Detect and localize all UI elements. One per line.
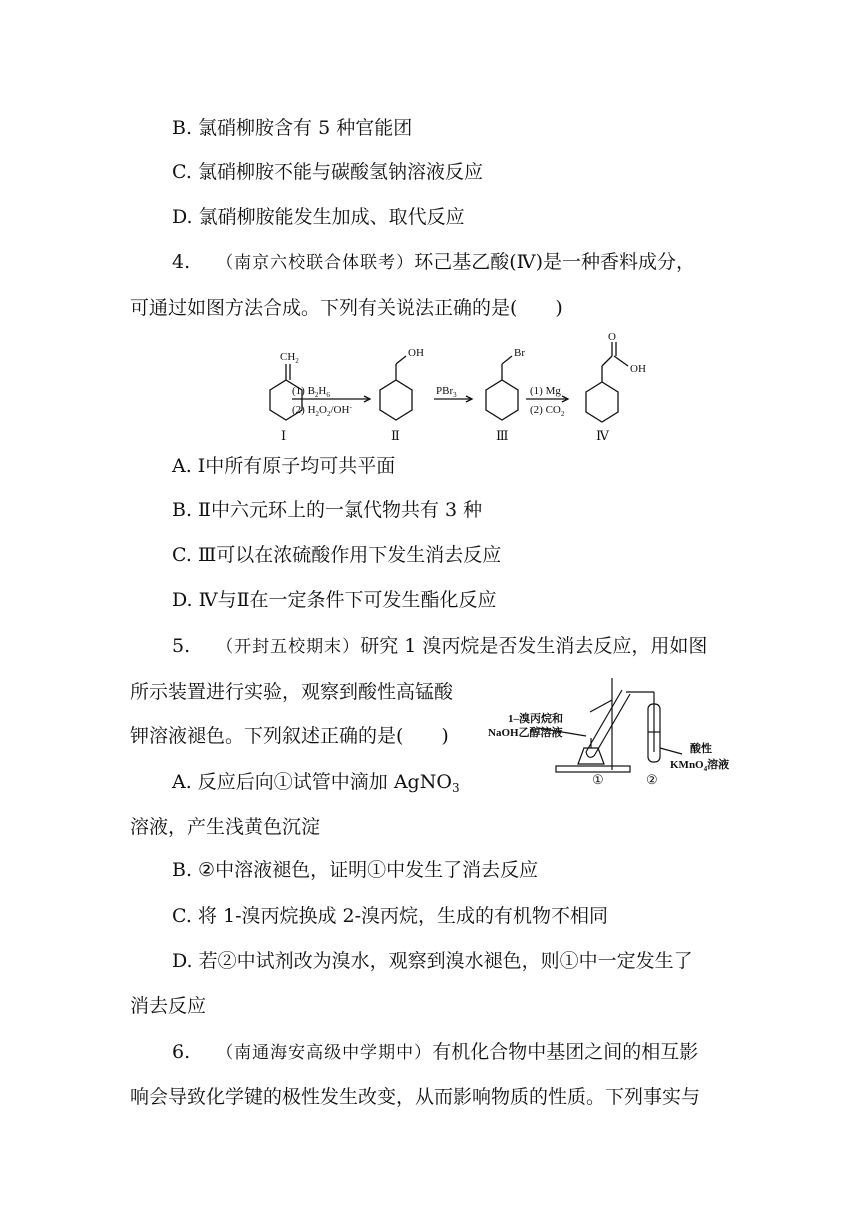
q6-number: 6.	[172, 1041, 191, 1063]
step1-reagent-a: (1) $B_2H_6$	[292, 385, 330, 399]
synthesis-scheme	[240, 330, 680, 446]
q5-stem-line1	[172, 634, 707, 659]
q3-option-b: B. 氯硝柳胺含有 5 种官能团	[172, 117, 413, 139]
br-label: Br	[514, 347, 525, 359]
compound-3-ring	[486, 380, 518, 420]
q6-stem-line1	[172, 1040, 698, 1065]
apparatus-figure	[486, 672, 762, 792]
q5-option-a-line1: A. 反应后向①试管中滴加 AgNO$_3$	[172, 771, 460, 795]
step2-reagent: PBr$_3$	[436, 385, 457, 399]
q4-option-d: D. Ⅳ与Ⅱ在一定条件下可发生酯化反应	[172, 589, 497, 611]
q6-stem-line2: 响会导致化学键的极性发生改变，从而影响物质的性质。下列事实与	[130, 1086, 701, 1108]
q5-source: （开封五校期末）	[216, 637, 361, 657]
q4-number: 4.	[172, 251, 191, 273]
step3-reagent-a: (1) Mg	[530, 385, 561, 397]
q4-stem-line1	[172, 250, 695, 275]
step1-reagent-b: (2) $H_2O_2/OH^-$	[292, 403, 352, 418]
q5-stem-line3: 钾溶液褪色。下列叙述正确的是( )	[130, 725, 449, 747]
compound-4-label: Ⅳ	[596, 428, 609, 443]
oh-label: OH	[408, 347, 424, 359]
compound-2-label: Ⅱ	[391, 428, 400, 443]
burner	[578, 748, 604, 764]
q5-option-d-line1: D. 若②中试剂改为溴水，观察到溴水褪色，则①中一定发生了	[172, 950, 693, 972]
q5-option-a-line2: 溶液，产生浅黄色沉淀	[130, 816, 321, 838]
q4-source: （南京六校联合体联考）	[216, 253, 415, 273]
reagent-label-2: NaOH乙醇溶液	[488, 727, 563, 739]
clamp	[590, 700, 612, 712]
q5-option-b: B. ②中溶液褪色，证明①中发生了消去反应	[172, 859, 539, 881]
acid-label: 酸性	[690, 743, 712, 755]
compound-1-label: Ⅰ	[281, 428, 287, 443]
q6-stem-text1: 有机化合物中基团之间的相互影	[432, 1041, 699, 1063]
q5-stem-text1: 研究 1 溴丙烷是否发生消去反应，用如图	[360, 635, 708, 657]
q6-source: （南通海安高级中学期中）	[216, 1043, 433, 1063]
q5-number: 5.	[172, 635, 191, 657]
q5-option-d-line2: 消去反应	[130, 995, 207, 1017]
tube-2-label: ②	[646, 772, 658, 787]
q4-stem-line2: 可通过如图方法合成。下列有关说法正确的是( )	[130, 297, 563, 319]
tube-1-label: ①	[592, 772, 604, 787]
q4-option-c: C. Ⅲ可以在浓硫酸作用下发生消去反应	[172, 544, 502, 566]
q5-stem-line2: 所示装置进行实验，观察到酸性高锰酸	[130, 681, 454, 703]
q5-option-c: C. 将 1-溴丙烷换成 2-溴丙烷，生成的有机物不相同	[172, 905, 609, 927]
kmno4-label: KMnO$_4$溶液	[670, 759, 730, 773]
step3-reagent-b: (2) $CO_2$	[530, 404, 565, 418]
compound-2-ring	[380, 380, 412, 420]
q4-option-b: B. Ⅱ中六元环上的一氯代物共有 3 种	[172, 499, 483, 521]
compound-3-label: Ⅲ	[496, 428, 509, 443]
acid-pointer	[660, 748, 682, 754]
q3-option-d: D. 氯硝柳胺能发生加成、取代反应	[172, 206, 465, 228]
q3-option-c: C. 氯硝柳胺不能与碳酸氢钠溶液反应	[172, 161, 483, 183]
cooh-oh-label: OH	[630, 363, 646, 375]
q4-option-a: A. Ⅰ中所有原子均可共平面	[172, 455, 396, 477]
carbonyl-o-label: O	[608, 331, 616, 343]
reagent-label-1: 1–溴丙烷和	[508, 713, 563, 725]
ch2-label: $CH_2$	[280, 351, 299, 365]
q4-stem-text1: 环己基乙酸(Ⅳ)是一种香料成分，	[414, 251, 695, 273]
compound-4-ring	[586, 382, 618, 422]
